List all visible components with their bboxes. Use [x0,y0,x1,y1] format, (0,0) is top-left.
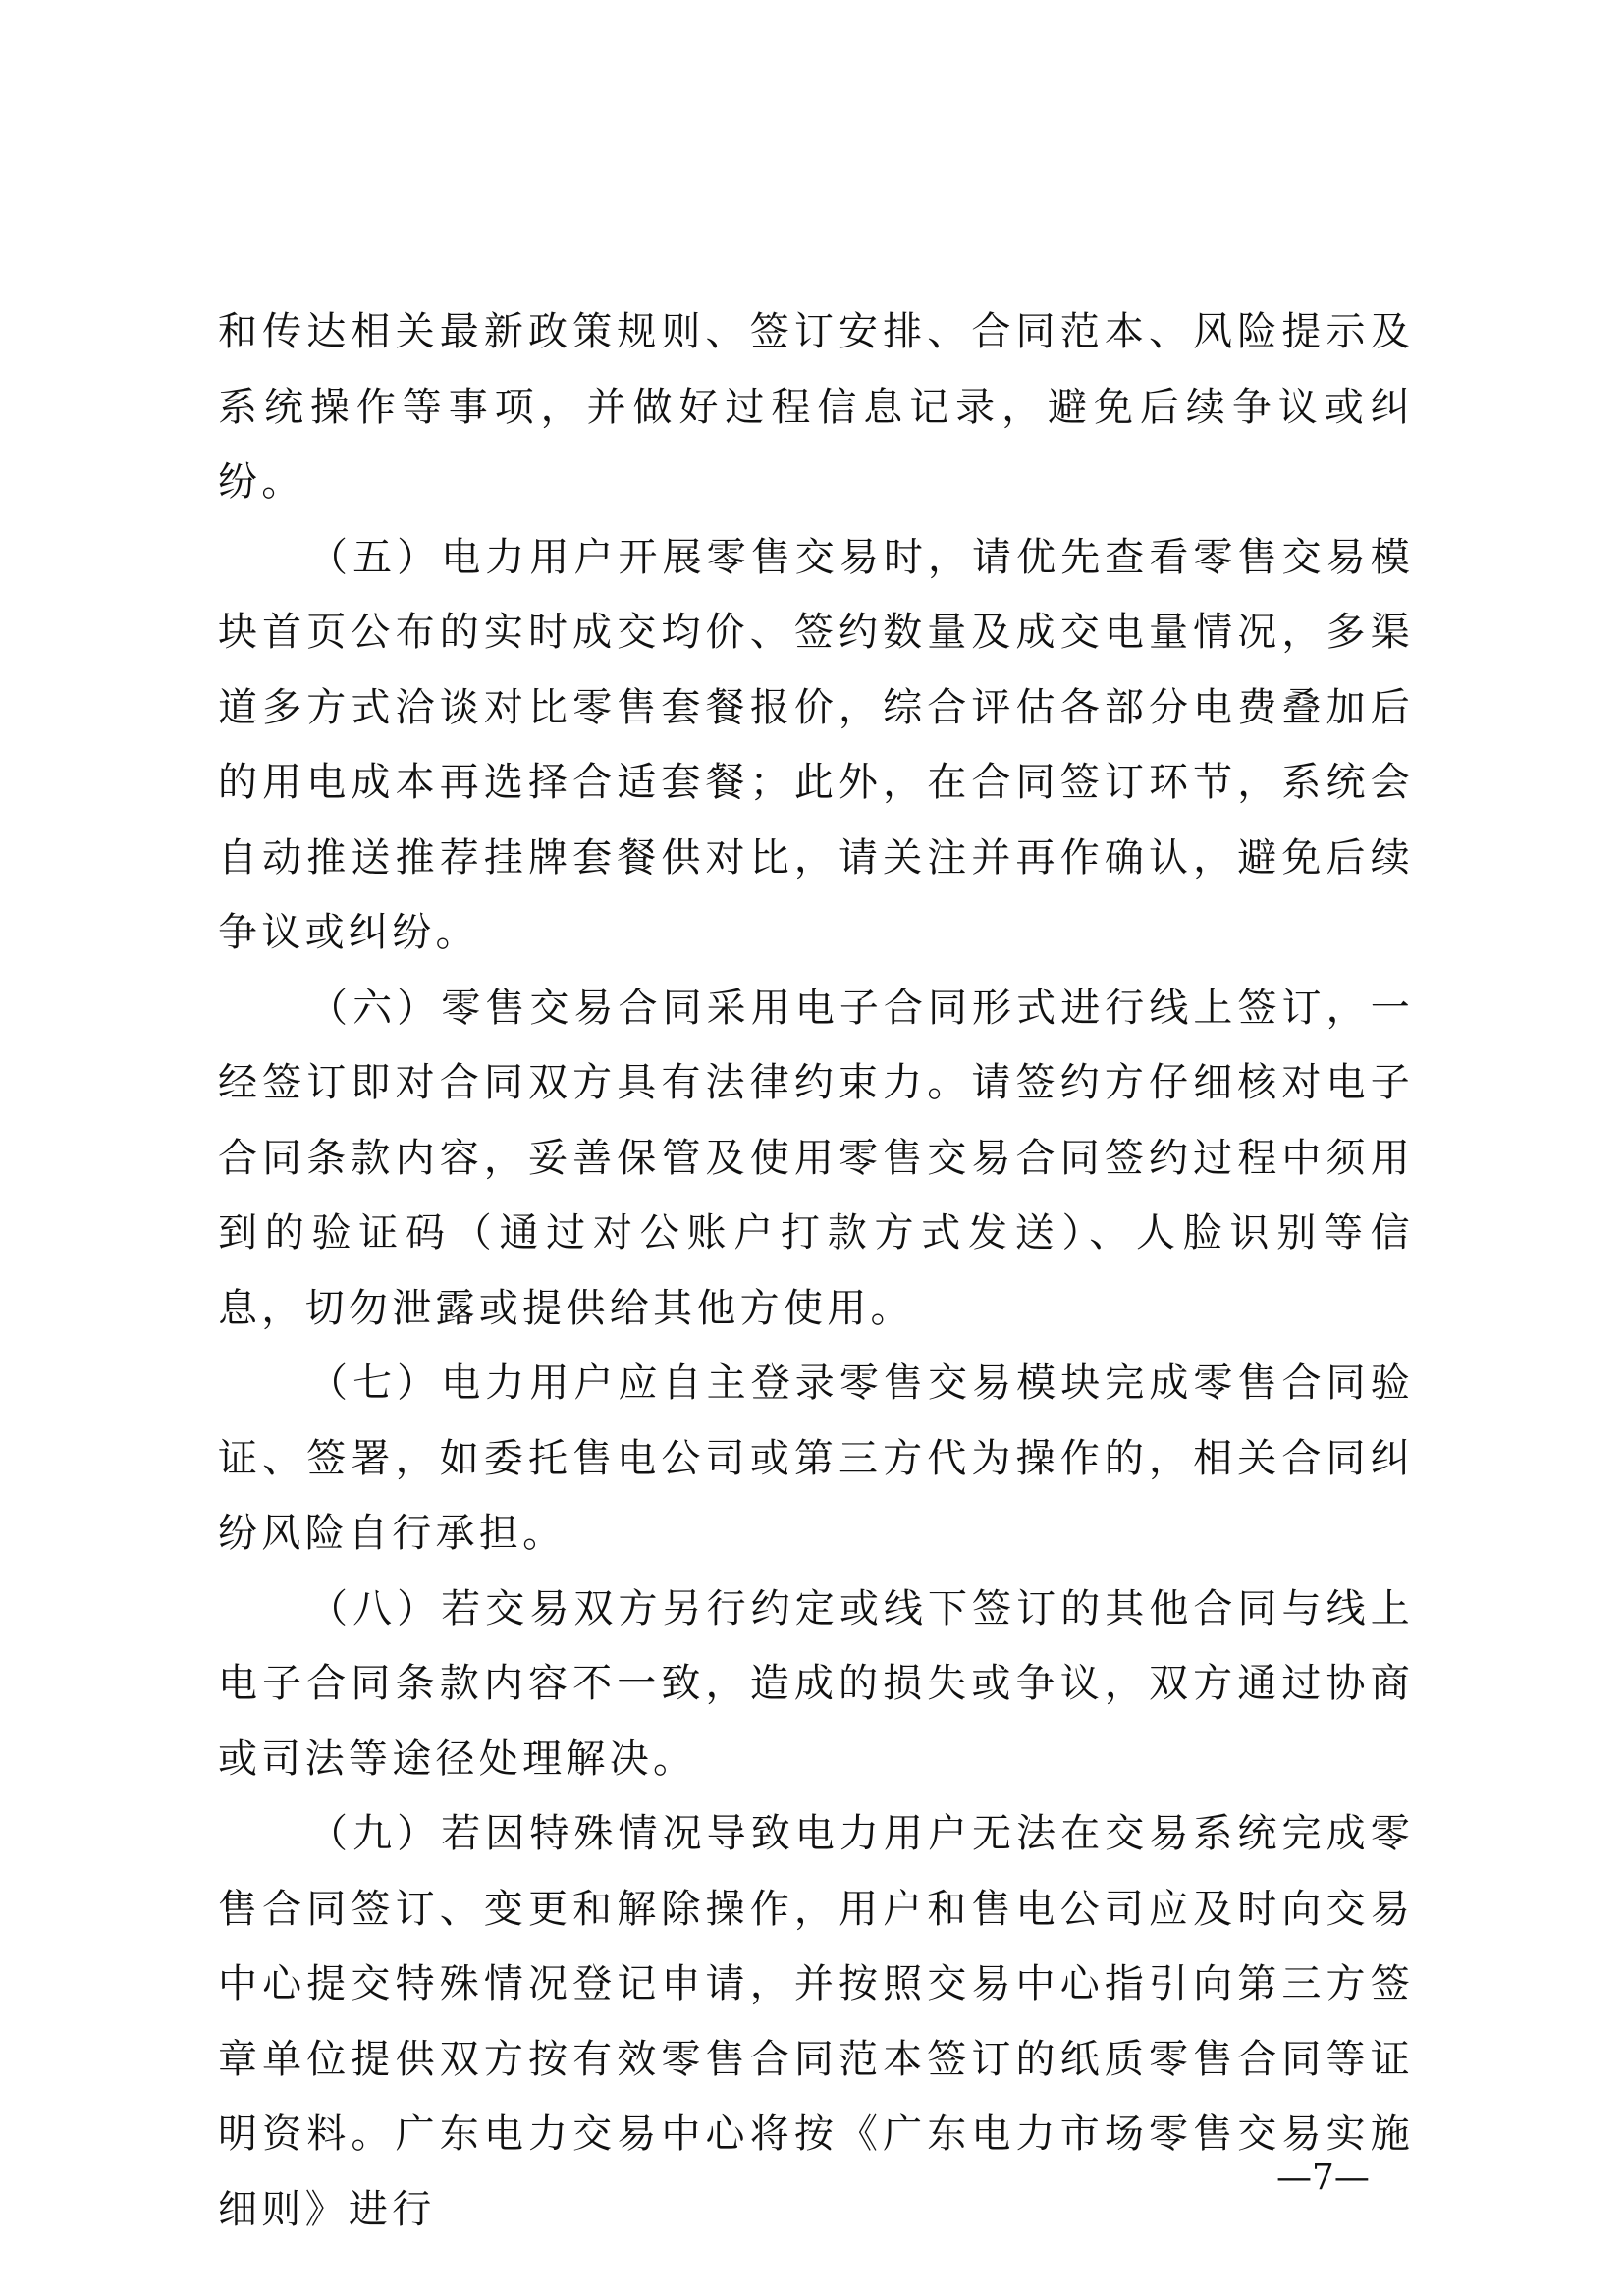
paragraph-item-9: （九）若因特殊情况导致电力用户无法在交易系统完成零售合同签订、变更和解除操作，用户和售电公司应及时向交易中心提交特殊情况登记申请，并按照交易中心指引向第三方签章单位提供双方按有效零售合同范本签订的纸质零售合同等证明资料。广东电力交易中心将按《广东电力市场零售交易实施细则》进行 [218,1811,1414,2232]
page-number: —7— [1276,2158,1370,2198]
paragraph-continuation: 和传达相关最新政策规则、签订安排、合同范本、风险提示及系统操作等事项，并做好过程信息记录，避免后续争议或纠纷。 [218,309,1414,505]
paragraph-item-7: （七）电力用户应自主登录零售交易模块完成零售合同验证、签署，如委托售电公司或第三方代为操作的，相关合同纠纷风险自行承担。 [218,1361,1414,1556]
document-body [218,294,1414,2247]
paragraph-item-6: （六）零售交易合同采用电子合同形式进行线上签订，一经签订即对合同双方具有法律约束力。请签约方仔细核对电子合同条款内容，妥善保管及使用零售交易合同签约过程中须用到的验证码（通过对公账户打款方式发送）、人脸识别等信息，切勿泄露或提供给其他方使用。 [218,985,1414,1331]
paragraph-item-5: （五）电力用户开展零售交易时，请优先查看零售交易模块首页公布的实时成交均价、签约数量及成交电量情况，多渠道多方式洽谈对比零售套餐报价，综合评估各部分电费叠加后的用电成本再选择合适套餐；此外，在合同签订环节，系统会自动推送推荐挂牌套餐供对比，请关注并再作确认，避免后续争议或纠纷。 [218,534,1414,955]
paragraph-item-8: （八）若交易双方另行约定或线下签订的其他合同与线上电子合同条款内容不一致，造成的损失或争议，双方通过协商或司法等途径处理解决。 [218,1585,1414,1782]
